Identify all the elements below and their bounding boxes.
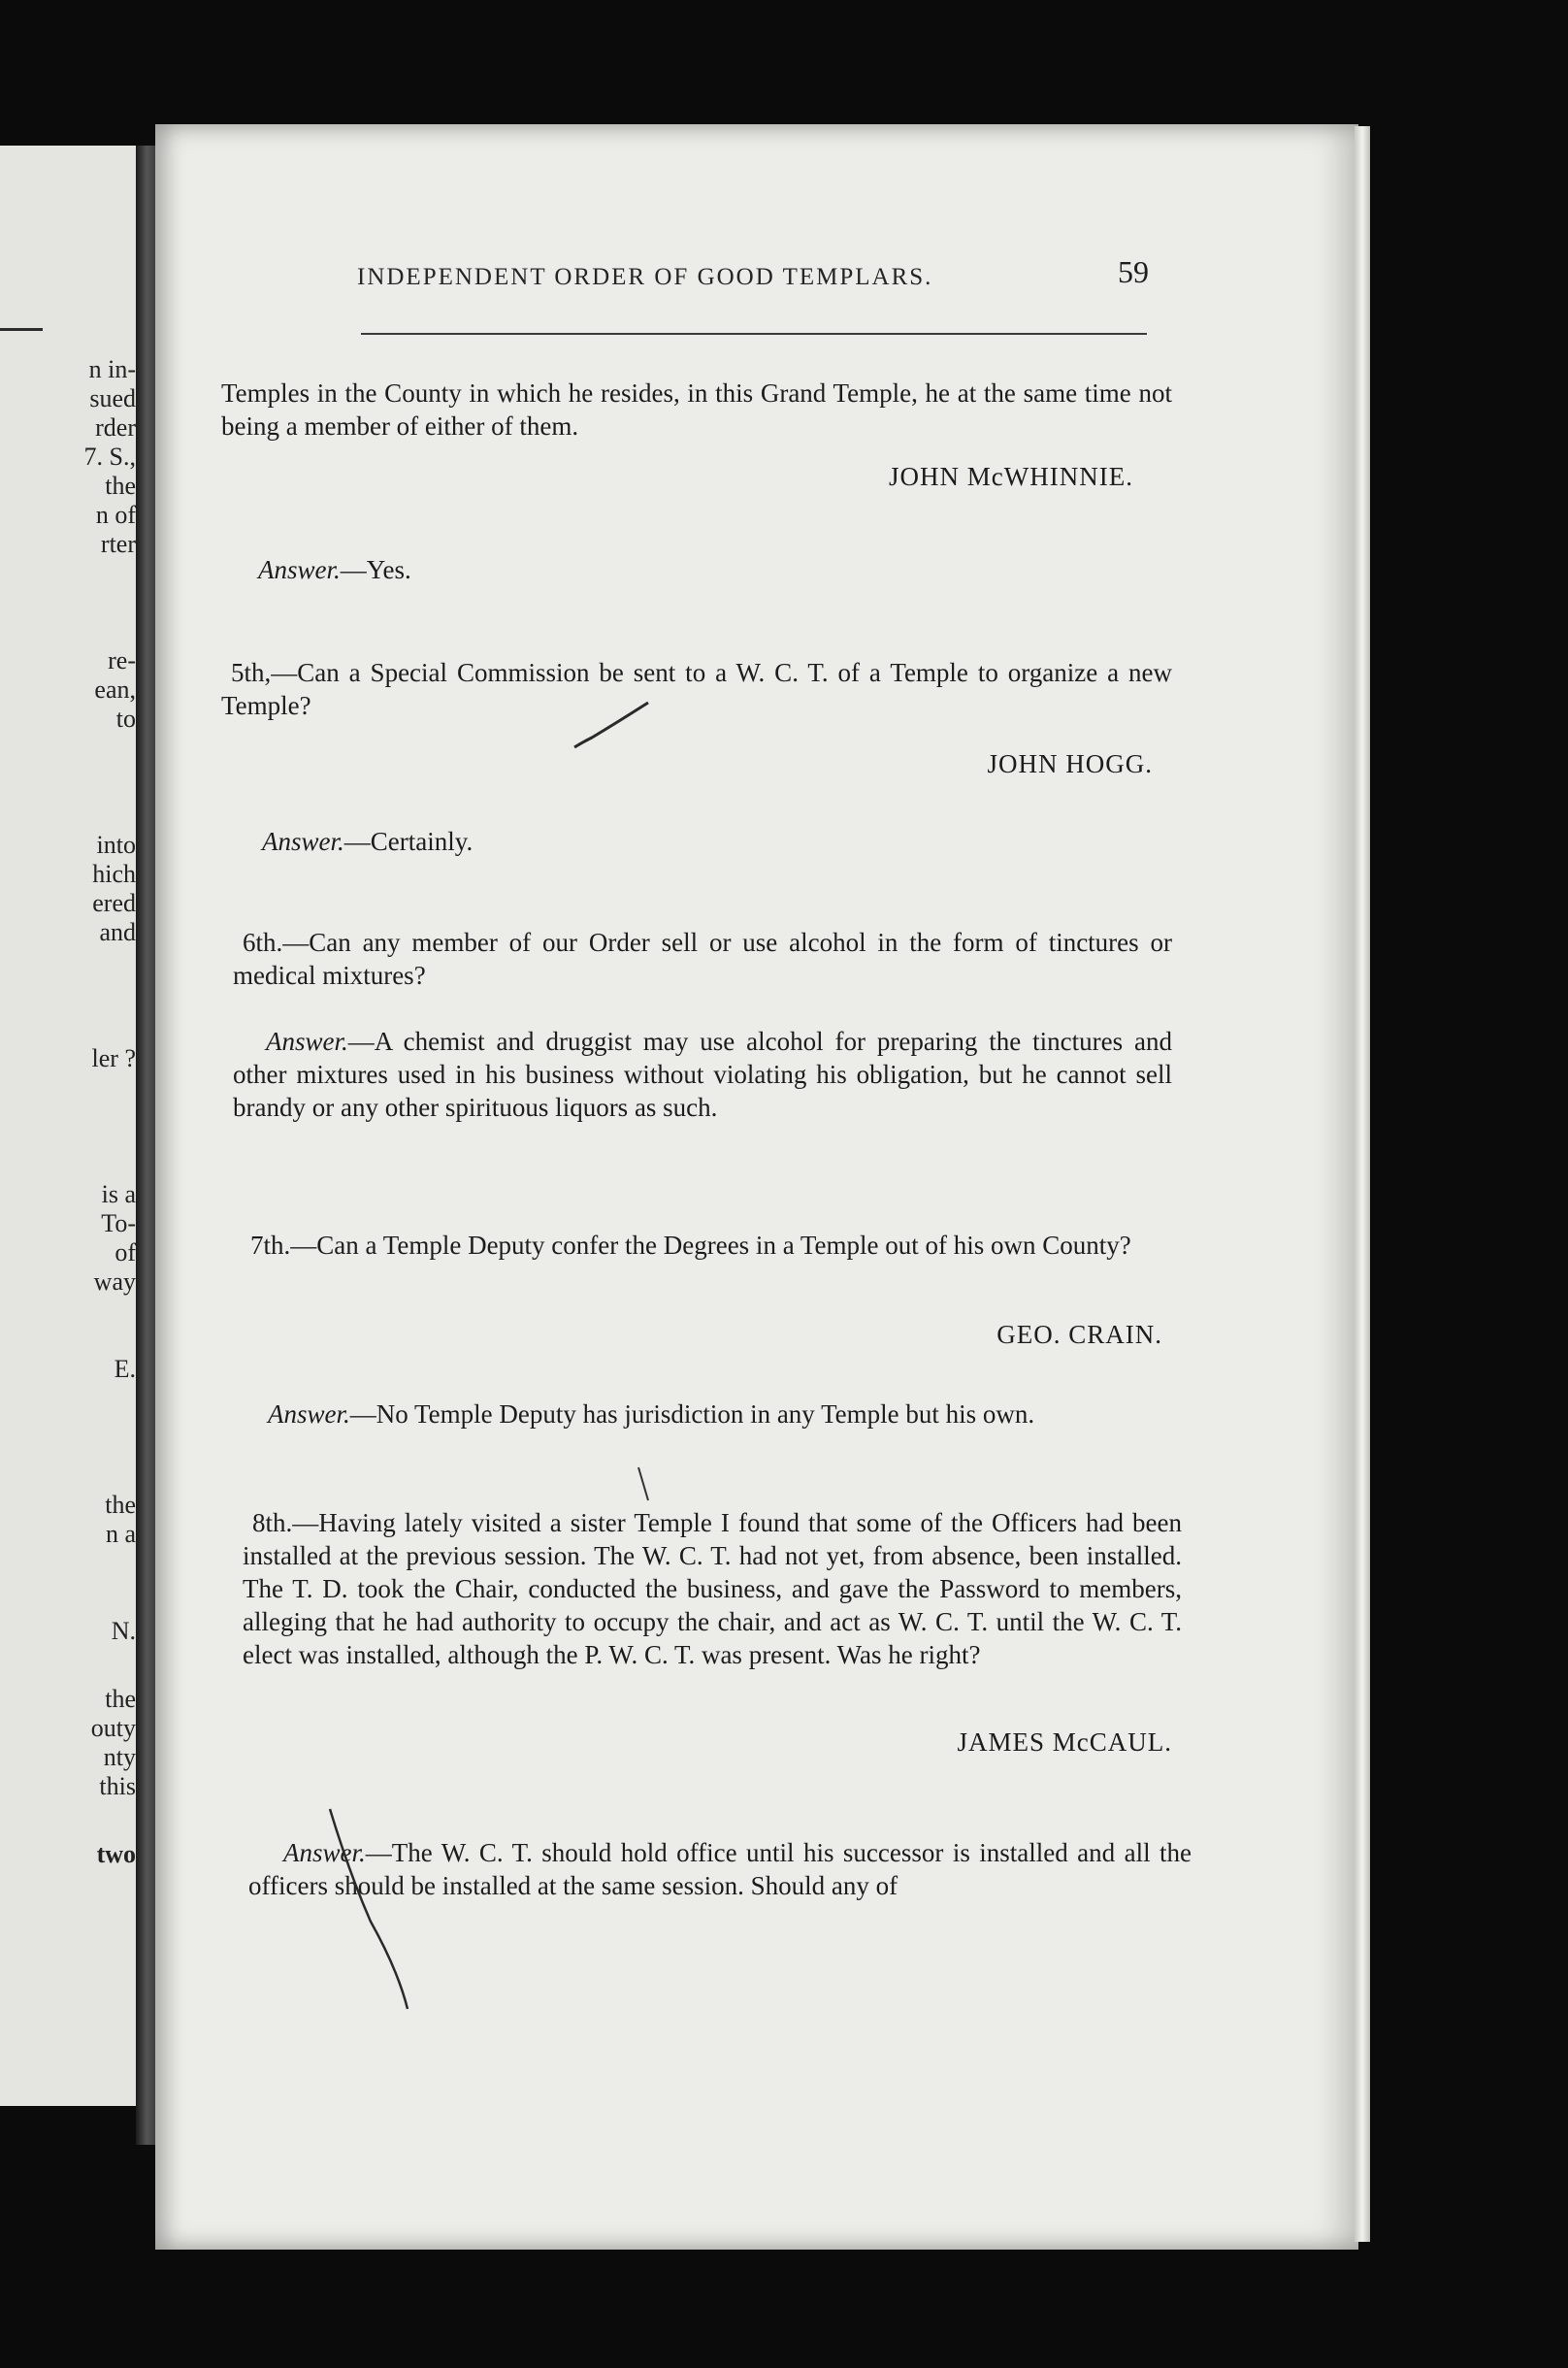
facing-fragment: of	[114, 1238, 136, 1266]
answer	[262, 825, 1172, 858]
question-text: 8th.—Having lately visited a sister Temple I found that some of the Officers had been installed at the previous session. The W. C. T. had not yet, from absence, been installed. The T. D. took the Chair, conducted the business, and gave the Password to members, alleging that he had authority to occupy the chair, and act as W. C. T. until the W. C. T. elect was installed, although the P. W. C. T. was present. Was he right?	[243, 1508, 1182, 1669]
facing-fragment: rder	[95, 413, 136, 442]
facing-fragment: nty	[103, 1743, 136, 1771]
answer	[233, 1025, 1172, 1124]
answer-label: Answer.	[258, 555, 341, 584]
question-text: 7th.—Can a Temple Deputy confer the Degrees in a Temple out of his own County?	[250, 1231, 1131, 1260]
page-number: 59	[1118, 254, 1149, 289]
answer-text: —Certainly.	[343, 827, 474, 856]
answer	[268, 1398, 1172, 1431]
facing-fragment: and	[99, 918, 136, 946]
header-rule	[361, 333, 1147, 335]
answer-label: Answer.	[262, 827, 344, 856]
answer-text: —Yes.	[340, 555, 411, 584]
question-text: Temples in the County in which he resides, in this Grand Temple, he at the same time not being a member of either of them.	[221, 378, 1172, 441]
signature: GEO. CRAIN.	[996, 1320, 1162, 1349]
facing-fragment: two	[96, 1840, 136, 1868]
facing-fragment: n a	[105, 1520, 136, 1548]
facing-fragment: way	[93, 1267, 136, 1296]
signature: JOHN HOGG.	[987, 749, 1153, 778]
facing-fragment: is a	[101, 1180, 136, 1208]
answer-text: —A chemist and druggist may use alcohol for preparing the tinctures and other mixtures used in his business without violating his obligation, but he cannot sell brandy or any other spirituous liquors as such.	[233, 1027, 1172, 1122]
answer-text: —No Temple Deputy has jurisdiction in any Temple but his own.	[349, 1399, 1035, 1429]
question-text: 6th.—Can any member of our Order sell or use alcohol in the form of tinctures or medical mixtures?	[233, 928, 1172, 990]
facing-page	[0, 146, 136, 2106]
facing-fragment: N.	[111, 1617, 136, 1645]
facing-fragment: ler ?	[91, 1044, 136, 1072]
answer-label: Answer.	[266, 1027, 348, 1056]
facing-fragment: the	[105, 1491, 136, 1519]
answer-label: Answer.	[283, 1838, 366, 1867]
facing-fragment: E.	[114, 1355, 136, 1383]
facing-fragment: rter	[100, 530, 136, 558]
facing-fragment: the	[105, 1685, 136, 1713]
answer	[248, 1836, 1192, 1902]
facing-fragment: into	[96, 831, 136, 859]
facing-fragment: the	[105, 472, 136, 500]
facing-page-rule	[0, 328, 43, 331]
answer-label: Answer.	[268, 1399, 350, 1429]
facing-fragment: n in-	[88, 355, 136, 383]
facing-fragment: outy	[90, 1714, 136, 1742]
facing-fragment: this	[99, 1772, 136, 1800]
signature: JOHN McWHINNIE.	[889, 462, 1133, 491]
facing-fragment: 7. S.,	[83, 443, 136, 471]
facing-fragment: ered	[92, 889, 136, 917]
facing-fragment: hich	[92, 860, 136, 888]
facing-fragment: ean,	[94, 675, 136, 704]
answer-text: —The W. C. T. should hold office until his successor is installed and all the officers should be installed at the same session. Should any of	[248, 1838, 1192, 1900]
facing-fragment: To-	[101, 1209, 136, 1237]
question-text: 5th,—Can a Special Commission be sent to a W. C. T. of a Temple to organize a new Temple?	[221, 658, 1172, 720]
facing-fragment: n of	[95, 501, 136, 529]
facing-fragment: sued	[89, 384, 136, 412]
facing-fragment: re-	[108, 646, 136, 674]
running-head: INDEPENDENT ORDER OF GOOD TEMPLARS.	[357, 264, 933, 290]
signature: JAMES McCAUL.	[957, 1727, 1172, 1757]
book-page	[155, 124, 1358, 2250]
facing-fragment: to	[115, 705, 136, 733]
answer	[258, 553, 1170, 586]
page-edge	[1355, 126, 1370, 2242]
